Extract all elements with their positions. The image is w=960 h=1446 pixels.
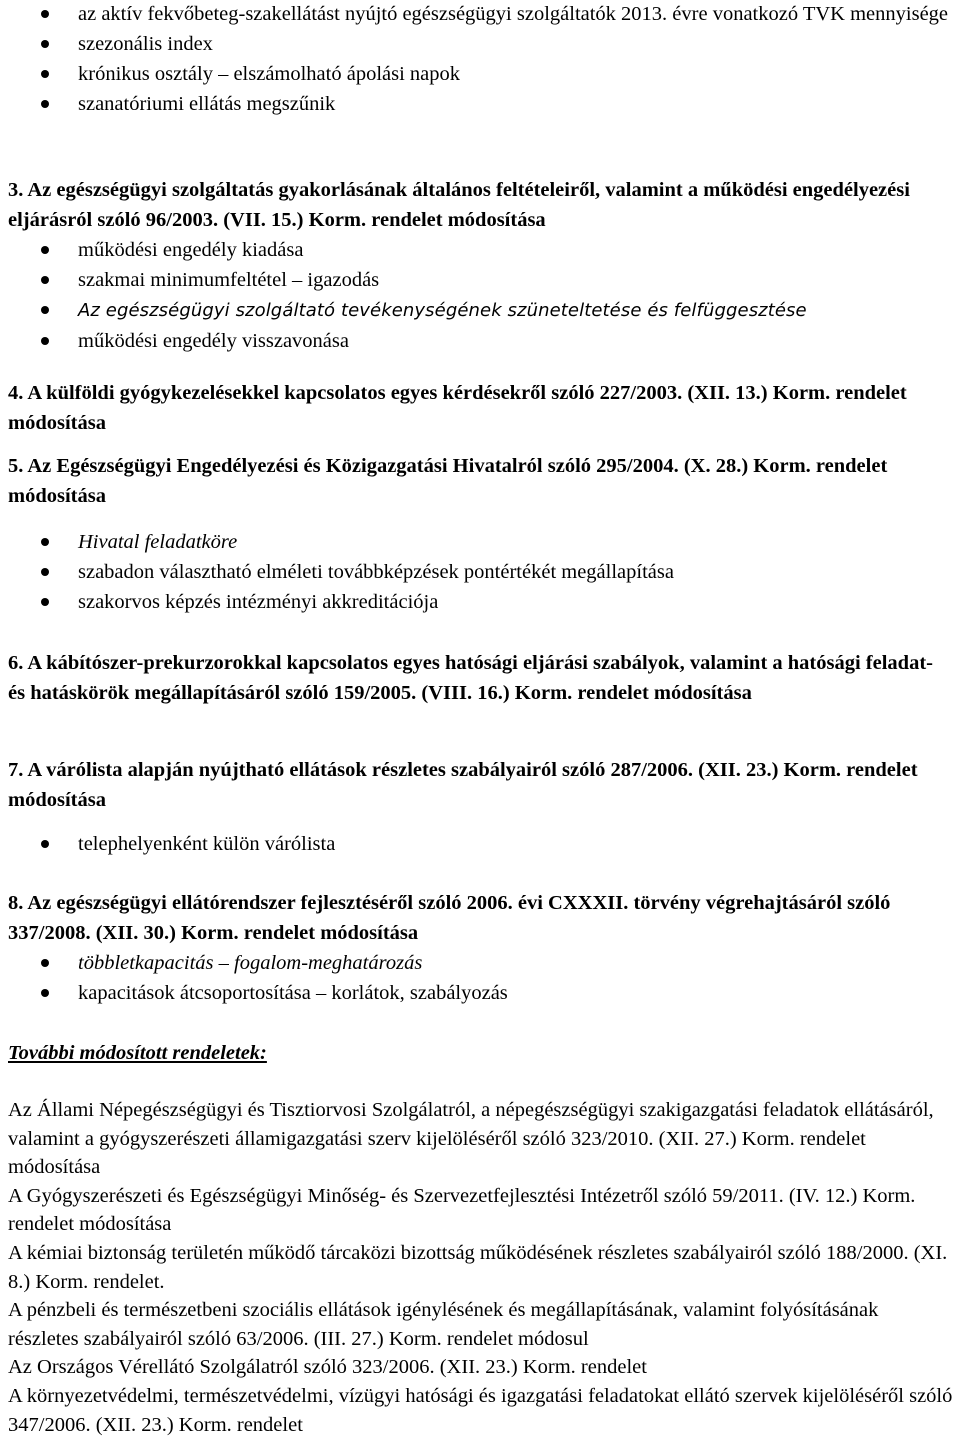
bullet-icon <box>41 40 49 48</box>
list-item-text: Az egészségügyi szolgáltató tevékenységének szüneteltetése és felfüggesztése <box>78 300 807 321</box>
bullet-icon <box>41 10 49 18</box>
list-item <box>8 587 953 617</box>
bullet-icon <box>41 70 49 78</box>
regulation-paragraph: A kémiai biztonság területén működő tárcaközi bizottság működésének részletes szabályairól szóló 188/2000. (XI. 8.) Korm. rendelet. <box>8 1241 948 1293</box>
bullet-icon <box>41 568 49 576</box>
list-item-text: szakorvos képzés intézményi akkreditációja <box>78 591 439 613</box>
further-regulations-list <box>8 1096 953 1439</box>
list-item <box>8 235 953 265</box>
further-regulations-title-block <box>8 1038 953 1068</box>
regulation-paragraph: A környezetvédelmi, természetvédelmi, vízügyi hatósági és igazgatási feladatokat ellátó szervek kijelöléséről szóló 347/2006. (XII. 23.) Korm. rendelet <box>8 1384 953 1436</box>
list-item-text: telephelyenként külön várólista <box>78 833 336 855</box>
top-bullet-list <box>8 0 953 119</box>
section-7 <box>8 755 953 815</box>
section-6-heading: 6. A kábítószer-prekurzorokkal kapcsolatos egyes hatósági eljárási szabályok, valamint a hatósági feladat- és hatáskörök megállapításáról szóló 159/2005. (VIII. 16.) Korm. rendelet módosítása <box>8 652 933 704</box>
list-item-text: többletkapacitás – fogalom-meghatározás <box>78 952 423 974</box>
list-item <box>8 0 953 29</box>
regulation-paragraph: A Gyógyszerészeti és Egészségügyi Minőség- és Szervezetfejlesztési Intézetről szóló 59/2011. (IV. 12.) Korm. rendelet módosítása <box>8 1184 916 1236</box>
list-item-text: krónikus osztály – elszámolható ápolási napok <box>78 63 461 85</box>
bullet-icon <box>41 100 49 108</box>
section-8-heading: 8. Az egészségügyi ellátórendszer fejlesztéséről szóló 2006. évi CXXXII. törvény végrehajtásáról szóló 337/2008. (XII. 30.) Korm. rendelet módosítása <box>8 892 891 944</box>
further-regulations-title: További módosított rendeletek: <box>8 1042 267 1064</box>
list-item <box>8 948 953 978</box>
list-item <box>8 29 953 59</box>
section-4-heading: 4. A külföldi gyógykezelésekkel kapcsolatos egyes kérdésekről szóló 227/2003. (XII. 13.) Korm. rendelet módosítása <box>8 382 907 434</box>
list-item-text: Hivatal feladatköre <box>78 531 238 553</box>
list-item <box>8 829 953 859</box>
section-5-list <box>8 527 953 617</box>
list-item-text: szabadon választható elméleti továbbképzések pontértékét megállapítása <box>78 561 674 583</box>
section-5 <box>8 451 953 511</box>
list-item-text: az aktív fekvőbeteg-szakellátást nyújtó egészségügyi szolgáltatók 2013. évre vonatkozó TVK mennyisége <box>78 3 949 25</box>
regulation-paragraph: Az Állami Népegészségügyi és Tisztiorvosi Szolgálatról, a népegészségügyi szakigazgatási feladatok ellátásáról, valamint a gyógyszerészeti államigazgatási szerv kijelöléséről szóló 323/2010. (XII. 27.) Korm. rendelet módosítása <box>8 1099 934 1179</box>
list-item <box>8 326 953 356</box>
bullet-icon <box>41 840 49 848</box>
section-3 <box>8 175 953 356</box>
section-3-heading: 3. Az egészségügyi szolgáltatás gyakorlásának általános feltételeiről, valamint a működési engedélyezési eljárásról szóló 96/2003. (VII. 15.) Korm. rendelet módosítása <box>8 179 910 231</box>
list-item-text: szezonális index <box>78 33 213 55</box>
bullet-icon <box>41 989 49 997</box>
list-item-text: szakmai minimumfeltétel – igazodás <box>78 269 380 291</box>
list-item <box>8 265 953 295</box>
bullet-icon <box>41 598 49 606</box>
list-item <box>8 295 953 326</box>
list-item-text: szanatóriumi ellátás megszűnik <box>78 93 336 115</box>
section-6 <box>8 648 953 708</box>
regulation-paragraph: A pénzbeli és természetbeni szociális ellátások igénylésének és megállapításának, valamint folyósításának részletes szabályairól szóló 63/2006. (III. 27.) Korm. rendelet módosul <box>8 1299 879 1350</box>
bullet-icon <box>41 276 49 284</box>
section-5-heading: 5. Az Egészségügyi Engedélyezési és Közigazgatási Hivatalról szóló 295/2004. (X. 28.) Korm. rendelet módosítása <box>8 455 888 507</box>
section-7-list <box>8 829 953 859</box>
list-item <box>8 89 953 119</box>
list-item <box>8 557 953 587</box>
list-item <box>8 59 953 89</box>
bullet-icon <box>41 959 49 967</box>
list-item-text: kapacitások átcsoportosítása – korlátok, szabályozás <box>78 982 508 1004</box>
section-7-heading: 7. A várólista alapján nyújtható ellátások részletes szabályairól szóló 287/2006. (XII. 23.) Korm. rendelet módosítása <box>8 759 918 811</box>
bullet-icon <box>41 246 49 254</box>
bullet-icon <box>41 538 49 546</box>
bullet-icon <box>41 306 49 314</box>
bullet-icon <box>41 337 49 345</box>
list-item-text: működési engedély visszavonása <box>78 330 349 352</box>
regulation-paragraph: Az Országos Vérellátó Szolgálatról szóló 323/2006. (XII. 23.) Korm. rendelet <box>8 1356 647 1379</box>
list-item <box>8 978 953 1008</box>
list-item-text: működési engedély kiadása <box>78 239 304 261</box>
section-4 <box>8 378 953 438</box>
section-8 <box>8 888 953 1008</box>
list-item <box>8 527 953 557</box>
